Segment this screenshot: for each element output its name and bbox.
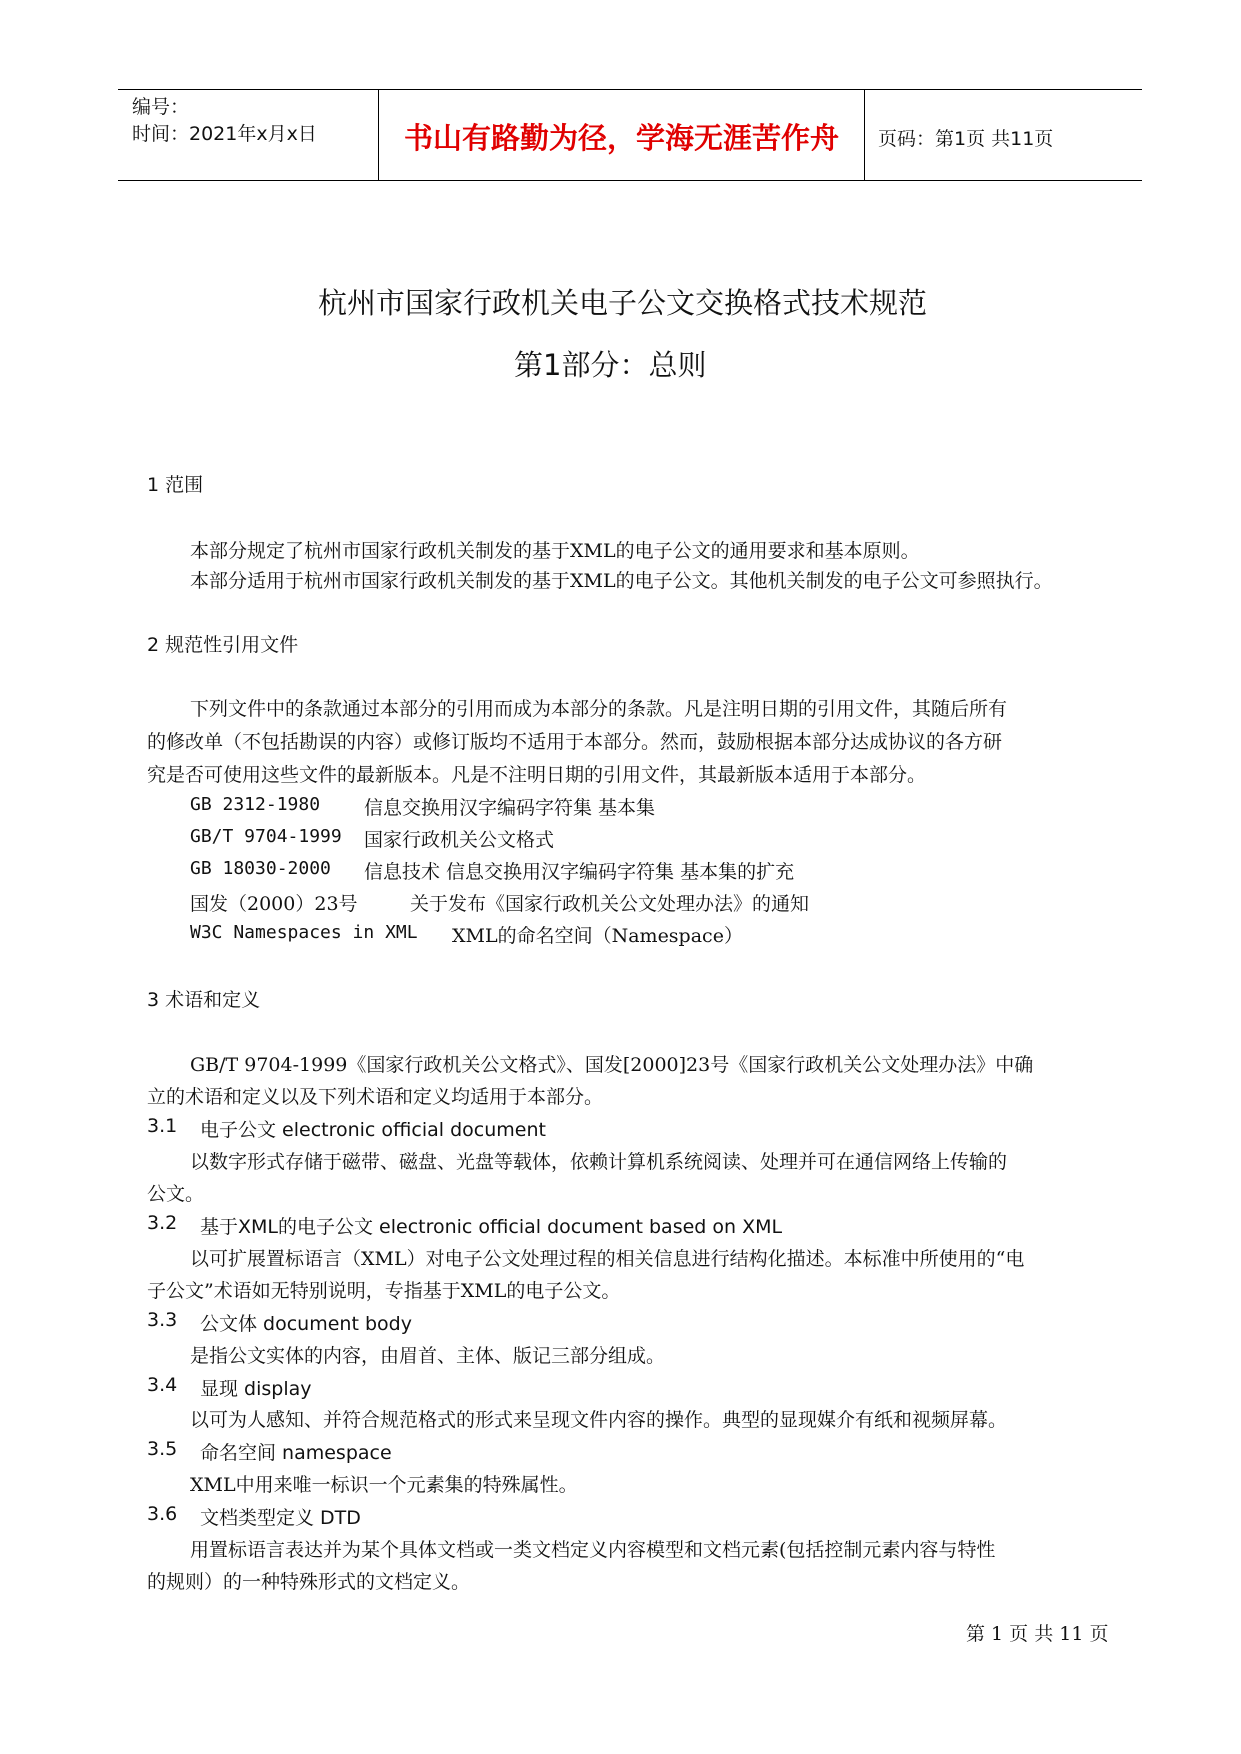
section-2-heading: 2 规范性引用文件 (147, 634, 299, 656)
section-2-paragraph-line-2: 的修改单（不包括勘误的内容）或修订版均不适用于本部分。然而，鼓励根据本部分达成协议的各方研 (147, 731, 1003, 753)
term-name: 命名空间 namespace (200, 1442, 392, 1464)
section-1-paragraph-1: 本部分规定了杭州市国家行政机关制发的基于XML的电子公文的通用要求和基本原则。 (190, 540, 920, 562)
term-number: 3.5 (147, 1438, 178, 1460)
document-subtitle: 第1部分：总则 (514, 348, 707, 382)
reference-code: GB 2312-1980 (190, 794, 321, 815)
term-definition: 的规则）的一种特殊形式的文档定义。 (147, 1571, 471, 1593)
section-1-heading: 1 范围 (147, 474, 204, 496)
header-number-label: 编号： (132, 96, 190, 118)
term-number: 3.4 (147, 1374, 178, 1396)
header-bottom-rule (118, 180, 1142, 181)
reference-code: W3C Namespaces in XML (190, 922, 418, 943)
header-motto: 书山有路勤为径，学海无涯苦作舟 (404, 121, 840, 155)
section-2-paragraph-line-1: 下列文件中的条款通过本部分的引用而成为本部分的条款。凡是注明日期的引用文件，其随后所有 (190, 698, 1008, 720)
term-definition: 以可扩展置标语言（XML）对电子公文处理过程的相关信息进行结构化描述。本标准中所使用的“电 (190, 1248, 1025, 1270)
term-number: 3.2 (147, 1212, 178, 1234)
term-name: 基于XML的电子公文 electronic official document based on XML (200, 1216, 783, 1238)
term-number: 3.3 (147, 1309, 178, 1331)
term-number: 3.1 (147, 1115, 178, 1137)
reference-title: 关于发布《国家行政机关公文处理办法》的通知 (410, 893, 810, 915)
term-name: 显现 display (200, 1378, 312, 1400)
section-1-paragraph-2: 本部分适用于杭州市国家行政机关制发的基于XML的电子公文。其他机关制发的电子公文可参照执行。 (190, 570, 1053, 592)
header-divider-right (864, 89, 865, 181)
reference-title: 国家行政机关公文格式 (364, 829, 555, 851)
reference-title: 信息技术 信息交换用汉字编码字符集 基本集的扩充 (364, 861, 795, 883)
term-name: 文档类型定义 DTD (200, 1507, 361, 1529)
section-3-intro-line-2: 立的术语和定义以及下列术语和定义均适用于本部分。 (147, 1086, 604, 1108)
section-3-intro-line-1: GB/T 9704-1999《国家行政机关公文格式》、国发[2000]23号《国家行政机关公文处理办法》中确 (190, 1054, 1034, 1076)
term-definition: 以可为人感知、并符合规范格式的形式来呈现文件内容的操作。典型的显现媒介有纸和视频屏幕。 (190, 1409, 1008, 1431)
header-time-label: 时间：2021年x月x日 (132, 123, 317, 145)
header-page-label: 页码：第1页 共11页 (878, 128, 1054, 150)
reference-code: GB/T 9704-1999 (190, 826, 342, 847)
term-definition: 子公文”术语如无特别说明，专指基于XML的电子公文。 (147, 1280, 621, 1302)
header-divider-left (378, 89, 379, 181)
term-definition: XML中用来唯一标识一个元素集的特殊属性。 (190, 1474, 578, 1496)
term-definition: 是指公文实体的内容，由眉首、主体、版记三部分组成。 (190, 1345, 666, 1367)
reference-title: XML的命名空间（Namespace） (452, 925, 743, 947)
reference-code: GB 18030-2000 (190, 858, 331, 879)
reference-code: 国发（2000）23号 (190, 893, 358, 915)
reference-title: 信息交换用汉字编码字符集 基本集 (364, 797, 656, 819)
term-definition: 用置标语言表达并为某个具体文档或一类文档定义内容模型和文档元素(包括控制元素内容与特性 (190, 1539, 996, 1561)
term-name: 公文体 document body (200, 1313, 412, 1335)
term-definition: 公文。 (147, 1183, 205, 1205)
term-number: 3.6 (147, 1503, 178, 1525)
section-2-paragraph-line-3: 究是否可使用这些文件的最新版本。凡是不注明日期的引用文件，其最新版本适用于本部分。 (147, 764, 927, 786)
footer-page-number: 第 1 页 共 11 页 (966, 1623, 1109, 1645)
term-name: 电子公文 electronic official document (200, 1119, 546, 1141)
term-definition: 以数字形式存储于磁带、磁盘、光盘等载体，依赖计算机系统阅读、处理并可在通信网络上传输的 (190, 1151, 1008, 1173)
section-3-heading: 3 术语和定义 (147, 989, 261, 1011)
document-title: 杭州市国家行政机关电子公文交换格式技术规范 (318, 286, 928, 320)
header-top-rule (118, 89, 1142, 90)
